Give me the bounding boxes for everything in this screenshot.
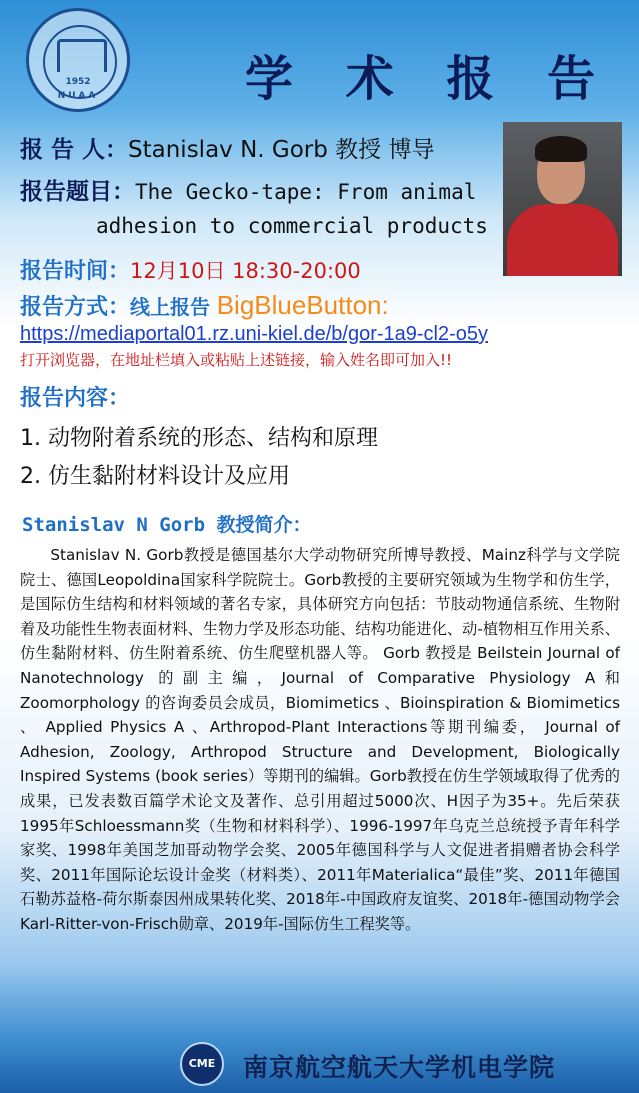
- platform-name: BigBlueButton:: [216, 290, 389, 320]
- bio-text: Stanislav N. Gorb教授是德国基尔大学动物研究所博导教授、Mainz科学与文学院院士、德国Leopoldina国家科学院院士。Gorb教授的主要研究领域为生物学和仿生学，是国际仿生结构和材料领域的著名专家，具体研究方向包括：节肢动物通信系统、生物附着及功能性生物表面材料、生物力学及形态功能、结构功能进化、动-植物相互作用关系、仿生黏附材料、仿生附着系统、仿生爬壁机器人等。 Gorb 教授是 Beilstein Journal of Nanotechnology 的副主编，Journal of Comparative Physiology A和 Zoomorphology 的咨询委员会成员，Biomimetics 、Bioinspiration & Biomimetics 、 Applied Physics A 、Arthropod-Plant Interactions等期刊编委， Journal of Adhesion, Zoology, Arthropod Structure and Development, Biologically Inspired Systems (book series）等期刊的编辑。Gorb教授在仿生学领域取得了优秀的成果，已发表数百篇学术论文及著作、总引用超过5000次、H因子为35+。先后荣获1995年Schloessmann奖（生物和材料科学）、1996-1997年乌克兰总统授予青年科学家奖、1998年美国芝加哥动物学会奖、2005年德国科学与人文促进者捐赠者协会科学奖、2011年国际论坛设计金奖（材料类）、2011年Materialica“最佳”奖、2011年德国石勒苏益格-荷尔斯泰因州成果转化奖、2018年-中国政府友谊奖、2018年-德国动物学会Karl-Ritter-von-Frisch勋章、2019年-国际仿生工程奖等。: [20, 546, 620, 933]
- join-instructions: 打开浏览器，在地址栏填入或粘贴上述链接，输入姓名即可加入!!: [20, 351, 453, 369]
- meeting-link[interactable]: https://mediaportal01.rz.uni-kiel.de/b/gor-1a9-cl2-o5y: [20, 323, 489, 345]
- content-item-2: 2. 仿生黏附材料设计及应用: [20, 464, 290, 489]
- meeting-link-row: [20, 323, 488, 346]
- time-label: 报告时间：: [20, 259, 131, 284]
- method-value: 线上报告: [130, 295, 211, 319]
- college-logo: CME: [180, 1042, 224, 1086]
- content-label: 报告内容：: [20, 386, 131, 411]
- method-label: 报告方式：: [20, 295, 131, 320]
- seal-emblem-icon: [57, 39, 107, 72]
- topic-label: 报告题目：: [20, 179, 135, 205]
- speaker-photo: [503, 122, 622, 276]
- speaker-row: [20, 131, 434, 164]
- topic-line-2: adhesion to commercial products: [96, 214, 488, 238]
- college-name: 南京航空航天大学机电学院: [243, 1053, 556, 1082]
- topic-row: [20, 173, 476, 206]
- page-title: 学 术 报 告: [245, 51, 614, 107]
- bio-title: Stanislav N Gorb 教授简介：: [22, 514, 312, 536]
- seal-year: 1952: [65, 77, 91, 87]
- seal-abbr: NUAA: [57, 91, 99, 101]
- method-row: [20, 290, 389, 321]
- university-seal: [26, 8, 130, 112]
- time-row: [20, 254, 361, 285]
- content-item-1: 1. 动物附着系统的形态、结构和原理: [20, 426, 378, 451]
- speaker-name: Stanislav N. Gorb 教授 博导: [128, 137, 435, 163]
- time-value: 12月10日 18:30-20:00: [130, 259, 361, 283]
- bio-body: [20, 543, 620, 937]
- speaker-label: 报 告 人：: [20, 137, 129, 163]
- topic-line-1: The Gecko-tape: From animal: [135, 180, 477, 204]
